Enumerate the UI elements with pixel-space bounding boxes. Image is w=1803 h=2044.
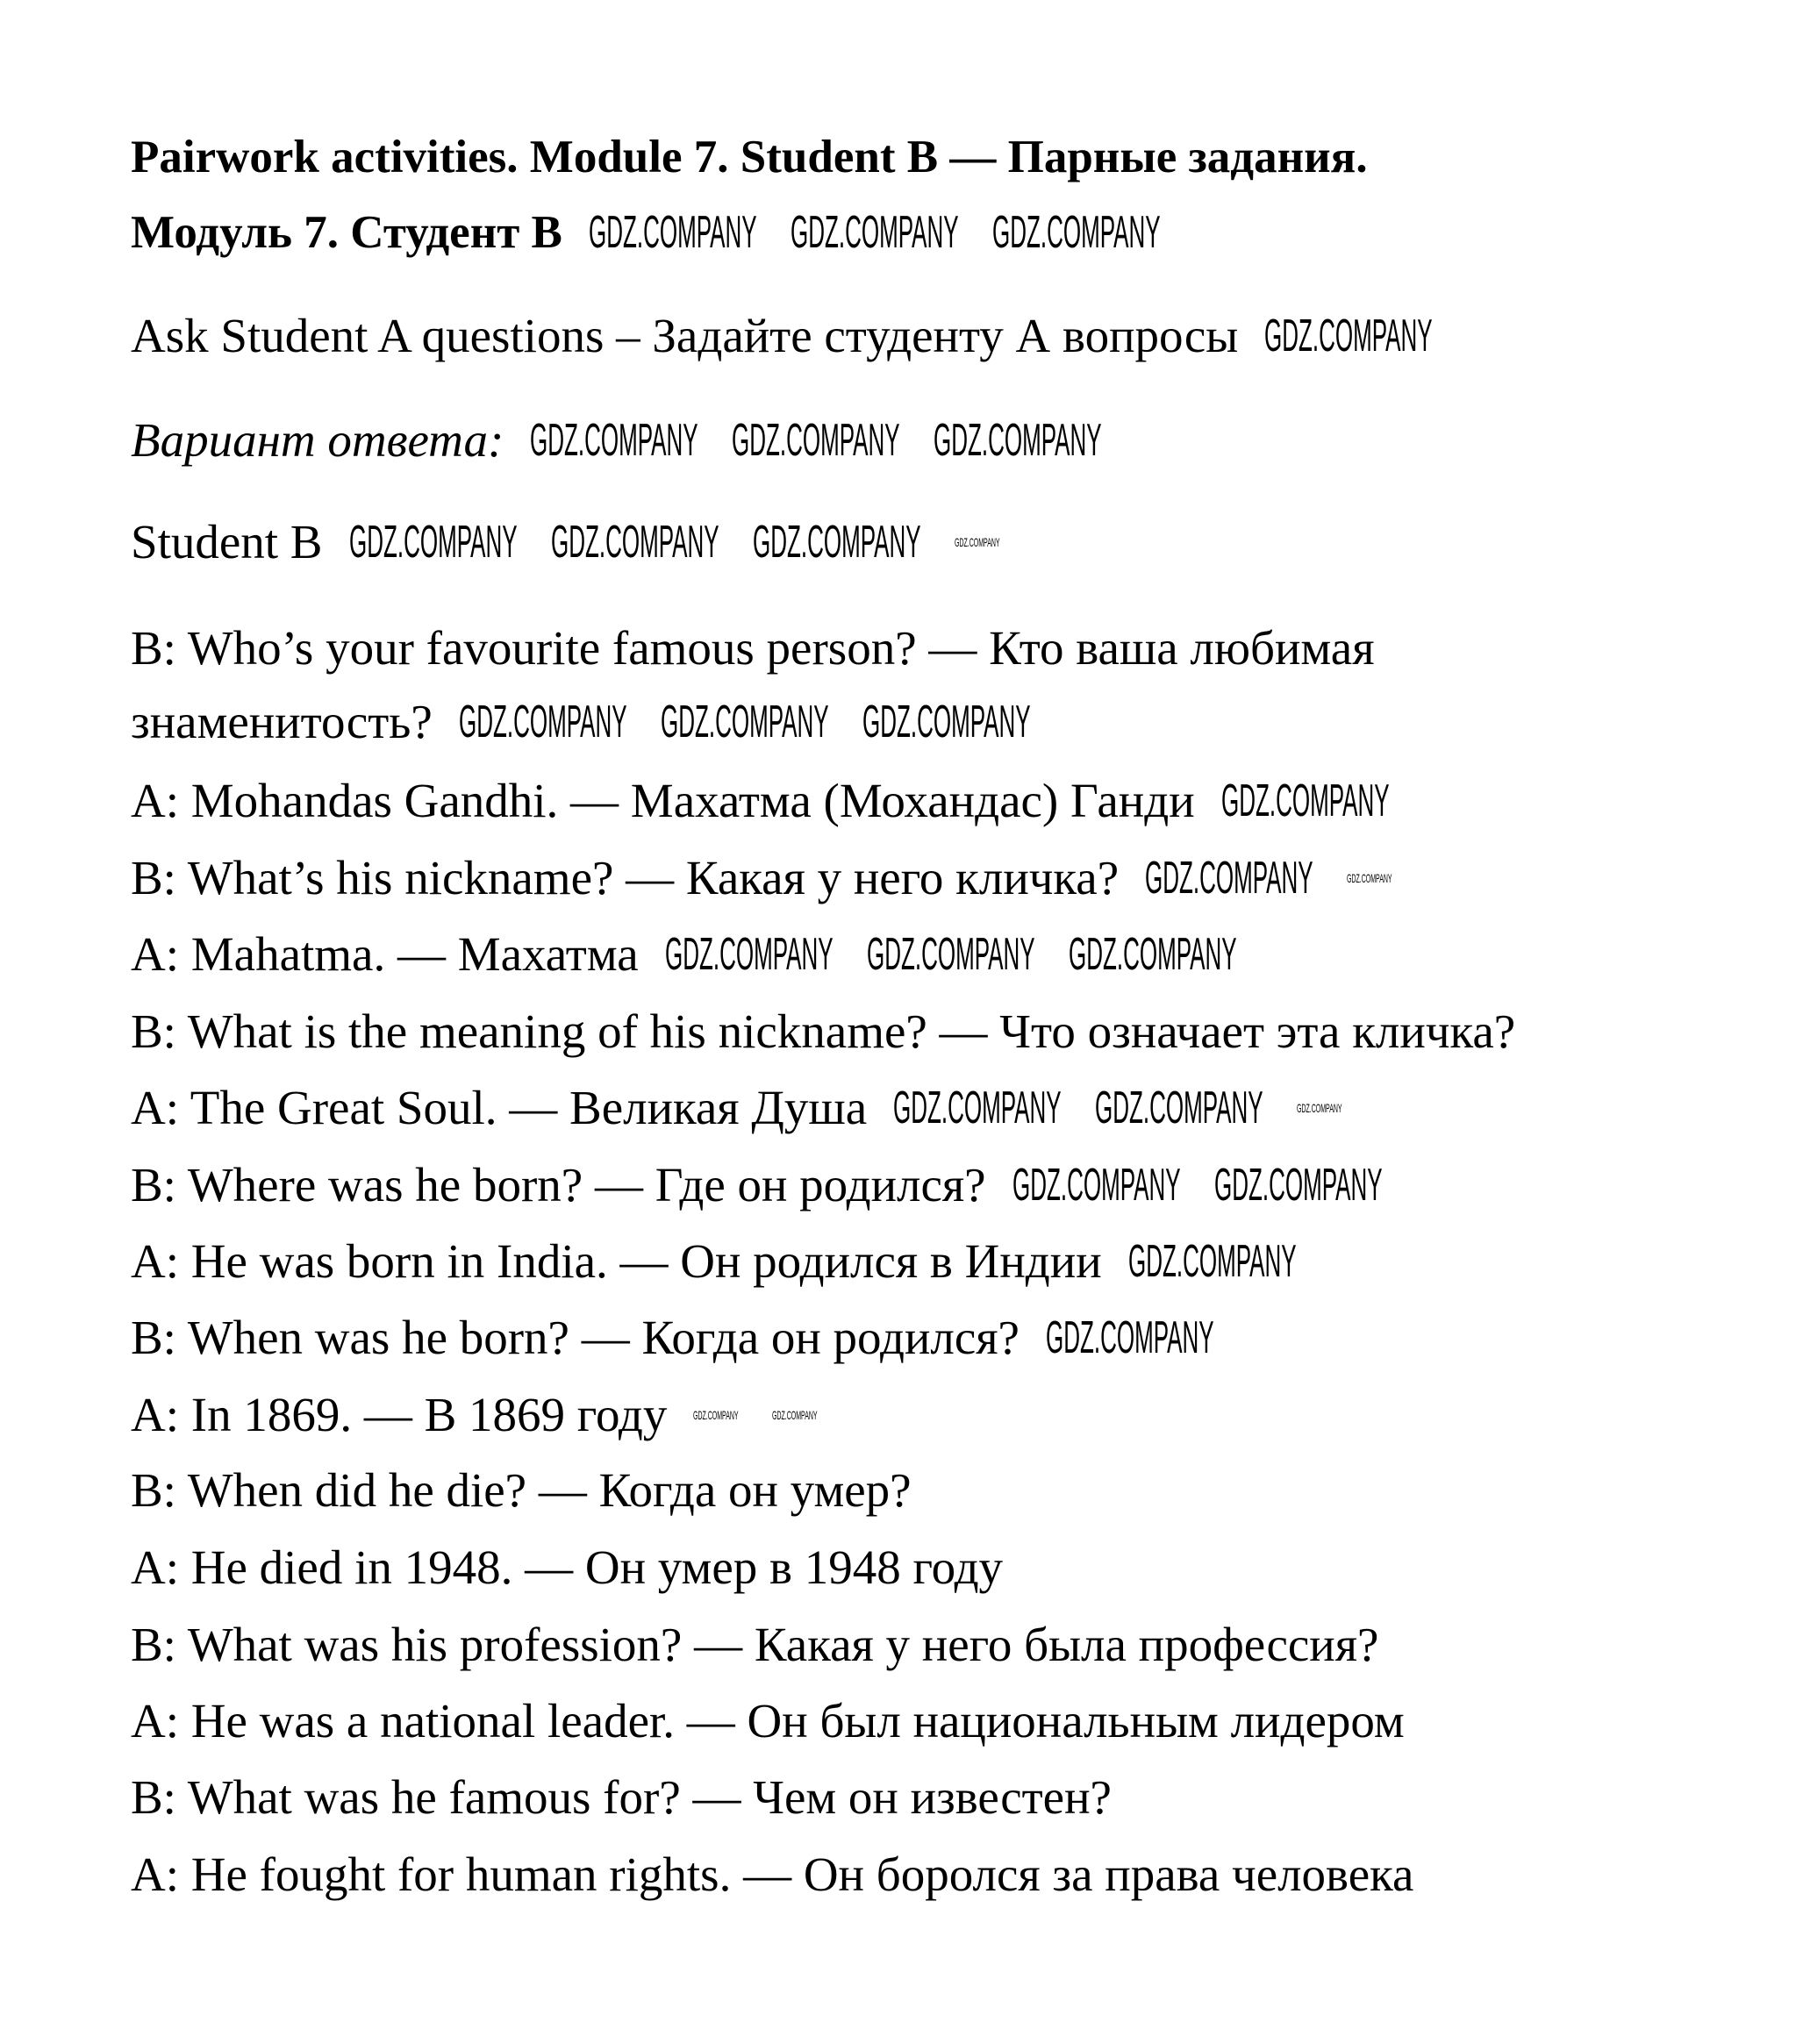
watermark-slot xyxy=(1221,776,1397,825)
dialogue-text: A: Mohandas Gandhi. — Махатма (Мохандас) Ганди xyxy=(131,774,1195,827)
dialogue-text: A: Mahatma. — Махатма xyxy=(131,927,639,981)
dialogue-line xyxy=(131,1235,1304,1288)
watermark-slot xyxy=(753,518,928,567)
watermark: GDZ.COMPANY xyxy=(660,697,829,747)
dialogue-text: A: He fought for human rights. — Он боролся за права человека xyxy=(131,1847,1414,1901)
dialogue-line xyxy=(131,1619,1378,1671)
watermark: GDZ.COMPANY xyxy=(1012,1160,1181,1211)
section-heading xyxy=(131,516,1007,568)
watermark: GDZ.COMPANY xyxy=(1045,1312,1214,1363)
watermark: GDZ.COMPANY xyxy=(866,929,1035,980)
answer-label xyxy=(131,414,1109,467)
watermark-slot xyxy=(530,416,705,465)
watermark: GDZ.COMPANY xyxy=(1297,1101,1342,1115)
dialogue-line xyxy=(131,696,1038,748)
dialogue-line xyxy=(131,775,1397,827)
watermark: GDZ.COMPANY xyxy=(752,517,921,568)
answer-label-text: Вариант ответа: xyxy=(131,413,504,467)
watermark: GDZ.COMPANY xyxy=(588,207,757,258)
watermark: GDZ.COMPANY xyxy=(934,415,1102,466)
dialogue-text: B: When was he born? — Когда он родился? xyxy=(131,1311,1020,1364)
dialogue-line xyxy=(131,622,1375,675)
dialogue-text: B: When did he die? — Когда он умер? xyxy=(131,1463,912,1517)
instruction xyxy=(131,310,1440,362)
watermark-slot xyxy=(1347,871,1399,885)
watermark-slot xyxy=(867,930,1042,979)
watermark: GDZ.COMPANY xyxy=(1095,1083,1263,1133)
watermark-slot xyxy=(934,416,1109,465)
watermark: GDZ.COMPANY xyxy=(862,697,1031,747)
watermark-slot xyxy=(1128,1237,1304,1286)
dialogue-line xyxy=(131,1082,1349,1134)
dialogue-line xyxy=(131,1159,1390,1211)
watermark: GDZ.COMPANY xyxy=(772,1408,818,1422)
watermark: GDZ.COMPANY xyxy=(732,415,900,466)
title-line-1-text: Pairwork activities. Module 7. Student B — Парные задания. xyxy=(131,132,1368,182)
dialogue-line xyxy=(131,1695,1405,1747)
watermark: GDZ.COMPANY xyxy=(954,535,1000,549)
watermark-slot xyxy=(693,1408,746,1422)
dialogue-line xyxy=(131,1311,1221,1364)
dialogue-text: A: In 1869. — В 1869 году xyxy=(131,1388,668,1441)
watermark-slot xyxy=(1214,1161,1390,1210)
watermark: GDZ.COMPANY xyxy=(530,415,698,466)
dialogue-text: A: He was a national leader. — Он был национальным лидером xyxy=(131,1694,1405,1747)
watermark-slot xyxy=(862,697,1038,747)
watermark: GDZ.COMPANY xyxy=(1145,853,1313,904)
watermark-slot xyxy=(551,518,726,567)
dialogue-text: знаменитость? xyxy=(131,695,433,748)
watermark: GDZ.COMPANY xyxy=(991,207,1161,258)
watermark-slot xyxy=(349,518,525,567)
dialogue-text: B: Who’s your favourite famous person? — Кто ваша любимая xyxy=(131,621,1375,675)
watermark-slot xyxy=(791,208,966,257)
title-line-1 xyxy=(131,131,1368,183)
watermark: GDZ.COMPANY xyxy=(664,929,834,980)
title-line-2-text: Модуль 7. Студент B xyxy=(131,207,562,258)
watermark-slot xyxy=(1264,311,1440,361)
dialogue-line xyxy=(131,1848,1413,1901)
watermark-slot xyxy=(732,416,907,465)
watermark: GDZ.COMPANY xyxy=(1347,871,1392,885)
watermark-slot xyxy=(1297,1101,1349,1115)
watermark: GDZ.COMPANY xyxy=(550,517,719,568)
watermark-slot xyxy=(955,535,1007,549)
dialogue-text: A: He was born in India. — Он родился в Индии xyxy=(131,1234,1102,1288)
watermark-slot xyxy=(772,1408,825,1422)
watermark-slot xyxy=(1046,1313,1221,1362)
watermark-slot xyxy=(1069,930,1244,979)
watermark-slot xyxy=(1012,1161,1188,1210)
watermark: GDZ.COMPANY xyxy=(348,517,518,568)
instruction-text: Ask Student A questions – Задайте студенту А вопросы xyxy=(131,309,1239,362)
dialogue-text: A: The Great Soul. — Великая Душа xyxy=(131,1081,868,1134)
watermark: GDZ.COMPANY xyxy=(1220,775,1390,826)
dialogue-line xyxy=(131,1541,1003,1594)
dialogue-text: A: He died in 1948. — Он умер в 1948 году xyxy=(131,1540,1004,1594)
dialogue-text: B: What is the meaning of his nickname? — Что означает эта кличка? xyxy=(131,1004,1516,1058)
dialogue-line xyxy=(131,1005,1515,1058)
watermark: GDZ.COMPANY xyxy=(790,207,959,258)
dialogue-line xyxy=(131,1464,912,1517)
dialogue-line xyxy=(131,1771,1112,1824)
watermark: GDZ.COMPANY xyxy=(1068,929,1237,980)
dialogue-text: B: What’s his nickname? — Какая у него кличка? xyxy=(131,851,1120,904)
watermark-slot xyxy=(665,930,841,979)
watermark-slot xyxy=(589,208,764,257)
dialogue-text: B: Where was he born? — Где он родился? xyxy=(131,1158,986,1211)
watermark: GDZ.COMPANY xyxy=(458,697,627,747)
watermark-slot xyxy=(992,208,1168,257)
watermark: GDZ.COMPANY xyxy=(1127,1236,1297,1287)
watermark: GDZ.COMPANY xyxy=(1213,1160,1383,1211)
section-heading-text: Student B xyxy=(131,515,323,568)
dialogue-text: B: What was his profession? — Какая у него была профессия? xyxy=(131,1618,1379,1671)
watermark-slot xyxy=(1095,1083,1270,1133)
dialogue-line xyxy=(131,1389,825,1441)
watermark: GDZ.COMPANY xyxy=(1264,311,1433,361)
watermark-slot xyxy=(893,1083,1069,1133)
dialogue-line xyxy=(131,928,1244,981)
watermark-slot xyxy=(661,697,836,747)
title-line-2 xyxy=(131,206,1168,259)
watermark: GDZ.COMPANY xyxy=(893,1083,1062,1133)
watermark: GDZ.COMPANY xyxy=(693,1408,739,1422)
dialogue-text: B: What was he famous for? — Чем он известен? xyxy=(131,1770,1112,1824)
dialogue-line xyxy=(131,852,1399,904)
watermark-slot xyxy=(459,697,634,747)
watermark-slot xyxy=(1145,854,1320,903)
